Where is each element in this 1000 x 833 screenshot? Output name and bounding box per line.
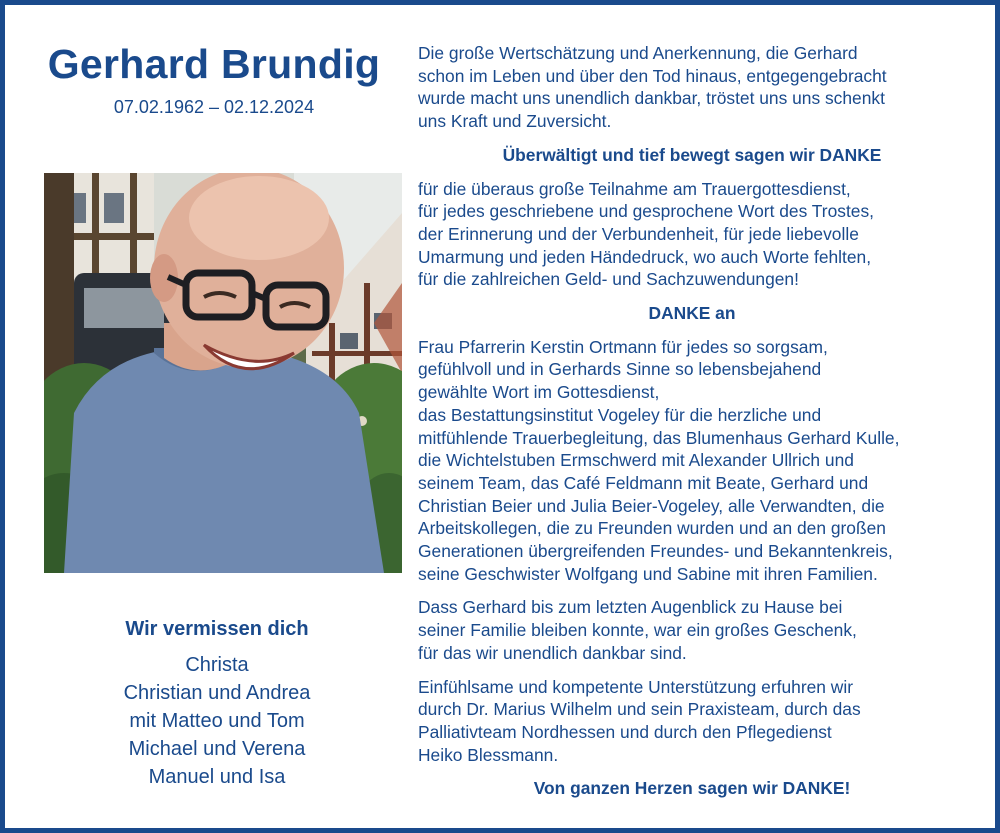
thanks-for-paragraph (418, 178, 966, 292)
text-line: wurde macht uns unendlich dankbar, tröstet uns uns schenkt (418, 88, 885, 109)
portrait-photo (44, 173, 402, 573)
mourner-name: Michael und Verena (128, 738, 306, 760)
text-line: Die große Wertschätzung und Anerkennung, die Gerhard (418, 43, 858, 63)
support-paragraph (418, 676, 966, 767)
header-block (22, 38, 406, 118)
miss-you-heading: Wir vermissen dich (125, 618, 309, 640)
text-line: die Wichtelstuben Ermschwerd mit Alexander Ullrich und (418, 450, 854, 471)
text-line: gewählte Wort im Gottesdienst, (418, 382, 660, 403)
text-line: Umarmung und jeden Händedruck, wo auch Worte fehlten, (418, 246, 872, 267)
text-line: seinem Team, das Café Feldmann mit Beate, Gerhard und (418, 472, 869, 493)
mourner-name: Christian und Andrea (123, 682, 311, 704)
text-line: seine Geschwister Wolfgang und Sabine mit ihren Familien. (418, 563, 878, 584)
home-care-paragraph (418, 596, 966, 664)
portrait-image (44, 173, 402, 573)
danke-an-heading: DANKE an (648, 303, 736, 324)
text-line: Arbeitskollegen, die zu Freunden wurden und an den großen (418, 518, 886, 539)
thanks-heading: Überwältigt und tief bewegt sagen wir DANKE (502, 144, 882, 165)
text-line: für jedes geschriebene und gesprochene Wort des Trostes, (418, 201, 874, 222)
text-line: der Erinnerung und der Verbundenheit, für jede liebevolle (418, 223, 859, 244)
text-line: Heiko Blessmann. (418, 744, 559, 765)
text-line: durch Dr. Marius Wilhelm und sein Praxisteam, durch das (418, 699, 861, 720)
text-line: seiner Familie bleiben konnte, war ein großes Geschenk, (418, 620, 857, 641)
text-line: Dass Gerhard bis zum letzten Augenblick zu Hause bei (418, 597, 843, 618)
text-line: gefühlvoll und in Gerhards Sinne so lebensbejahend (418, 359, 822, 380)
text-line: Christian Beier und Julia Beier-Vogeley, alle Verwandten, die (418, 495, 885, 516)
text-line: für die überaus große Teilnahme am Trauergottesdienst, (418, 178, 851, 199)
mourner-name: Christa (185, 654, 249, 676)
text-line: für die zahlreichen Geld- und Sachzuwendungen! (418, 269, 799, 290)
text-line: schon im Leben und über den Tod hinaus, entgegengebracht (418, 65, 887, 86)
intro-paragraph (418, 42, 966, 133)
text-line: Frau Pfarrerin Kerstin Ortmann für jedes so sorgsam, (418, 336, 828, 357)
text-line: uns Kraft und Zuversicht. (418, 111, 612, 132)
life-dates: 07.02.1962 – 02.12.2024 (113, 97, 315, 117)
text-line: mitfühlende Trauerbegleitung, das Blumenhaus Gerhard Kulle, (418, 427, 900, 448)
thanks-to-paragraph (418, 336, 966, 586)
text-line: Generationen übergreifenden Freundes- und Bekanntenkreis, (418, 541, 893, 562)
thanks-text (418, 42, 966, 811)
closing-line: Von ganzen Herzen sagen wir DANKE! (533, 778, 851, 799)
mourner-name: mit Matteo und Tom (129, 710, 305, 732)
text-line: Palliativteam Nordhessen und durch den Pflegedienst (418, 721, 832, 742)
deceased-name: Gerhard Brundig (47, 41, 381, 87)
mourners-block (22, 617, 412, 791)
text-line: Einfühlsame und kompetente Unterstützung erfuhren wir (418, 676, 854, 697)
text-line: das Bestattungsinstitut Vogeley für die herzliche und (418, 404, 822, 425)
mourner-name: Manuel und Isa (148, 766, 286, 788)
text-line: für das wir unendlich dankbar sind. (418, 642, 687, 663)
